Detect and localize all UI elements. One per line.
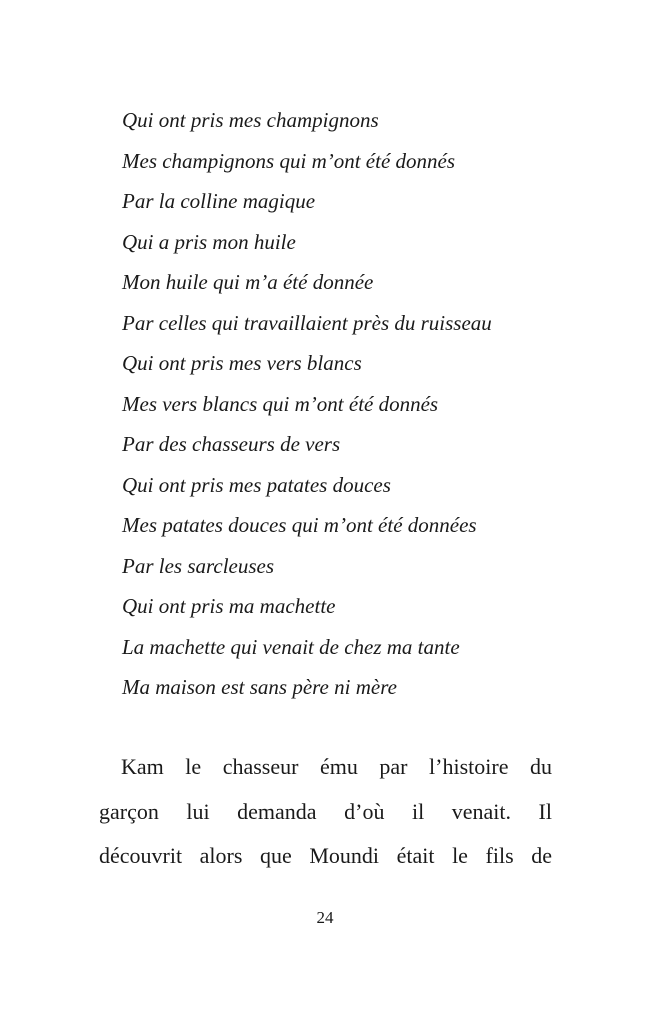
- poem-line: La machette qui venait de chez ma tante: [122, 634, 460, 659]
- poem-line: Mon huile qui m’a été donnée: [122, 270, 374, 294]
- poem-line: Ma maison est sans père ni mère: [122, 675, 397, 699]
- poem-line: Qui ont pris mes vers blancs: [122, 351, 362, 375]
- poem-line: Mes vers blancs qui m’ont été donnés: [122, 391, 439, 416]
- page-number: 24: [316, 908, 334, 927]
- poem-line: Par des chasseurs de vers: [122, 432, 341, 456]
- prose-line: découvrit alors que Moundi était le fils de: [99, 843, 552, 868]
- poem-line: Qui a pris mon huile: [122, 229, 296, 254]
- poem-line: Par celles qui travaillaient près du ruisseau: [122, 310, 492, 335]
- poem-block: [122, 100, 492, 708]
- prose-paragraph: [99, 745, 552, 879]
- poem-line: Qui ont pris mes champignons: [122, 108, 379, 132]
- prose-line: Kam le chasseur ému par l’histoire du: [121, 754, 552, 779]
- poem-line: Par les sarcleuses: [122, 553, 275, 578]
- poem-line: Mes patates douces qui m’ont été données: [122, 513, 477, 537]
- poem-line: Par la colline magique: [122, 189, 316, 213]
- poem-line: Qui ont pris mes patates douces: [122, 472, 391, 497]
- prose-line: garçon lui demanda d’où il venait. Il: [99, 798, 552, 824]
- poem-line: Qui ont pris ma machette: [122, 594, 336, 618]
- poem-line: Mes champignons qui m’ont été donnés: [122, 148, 456, 173]
